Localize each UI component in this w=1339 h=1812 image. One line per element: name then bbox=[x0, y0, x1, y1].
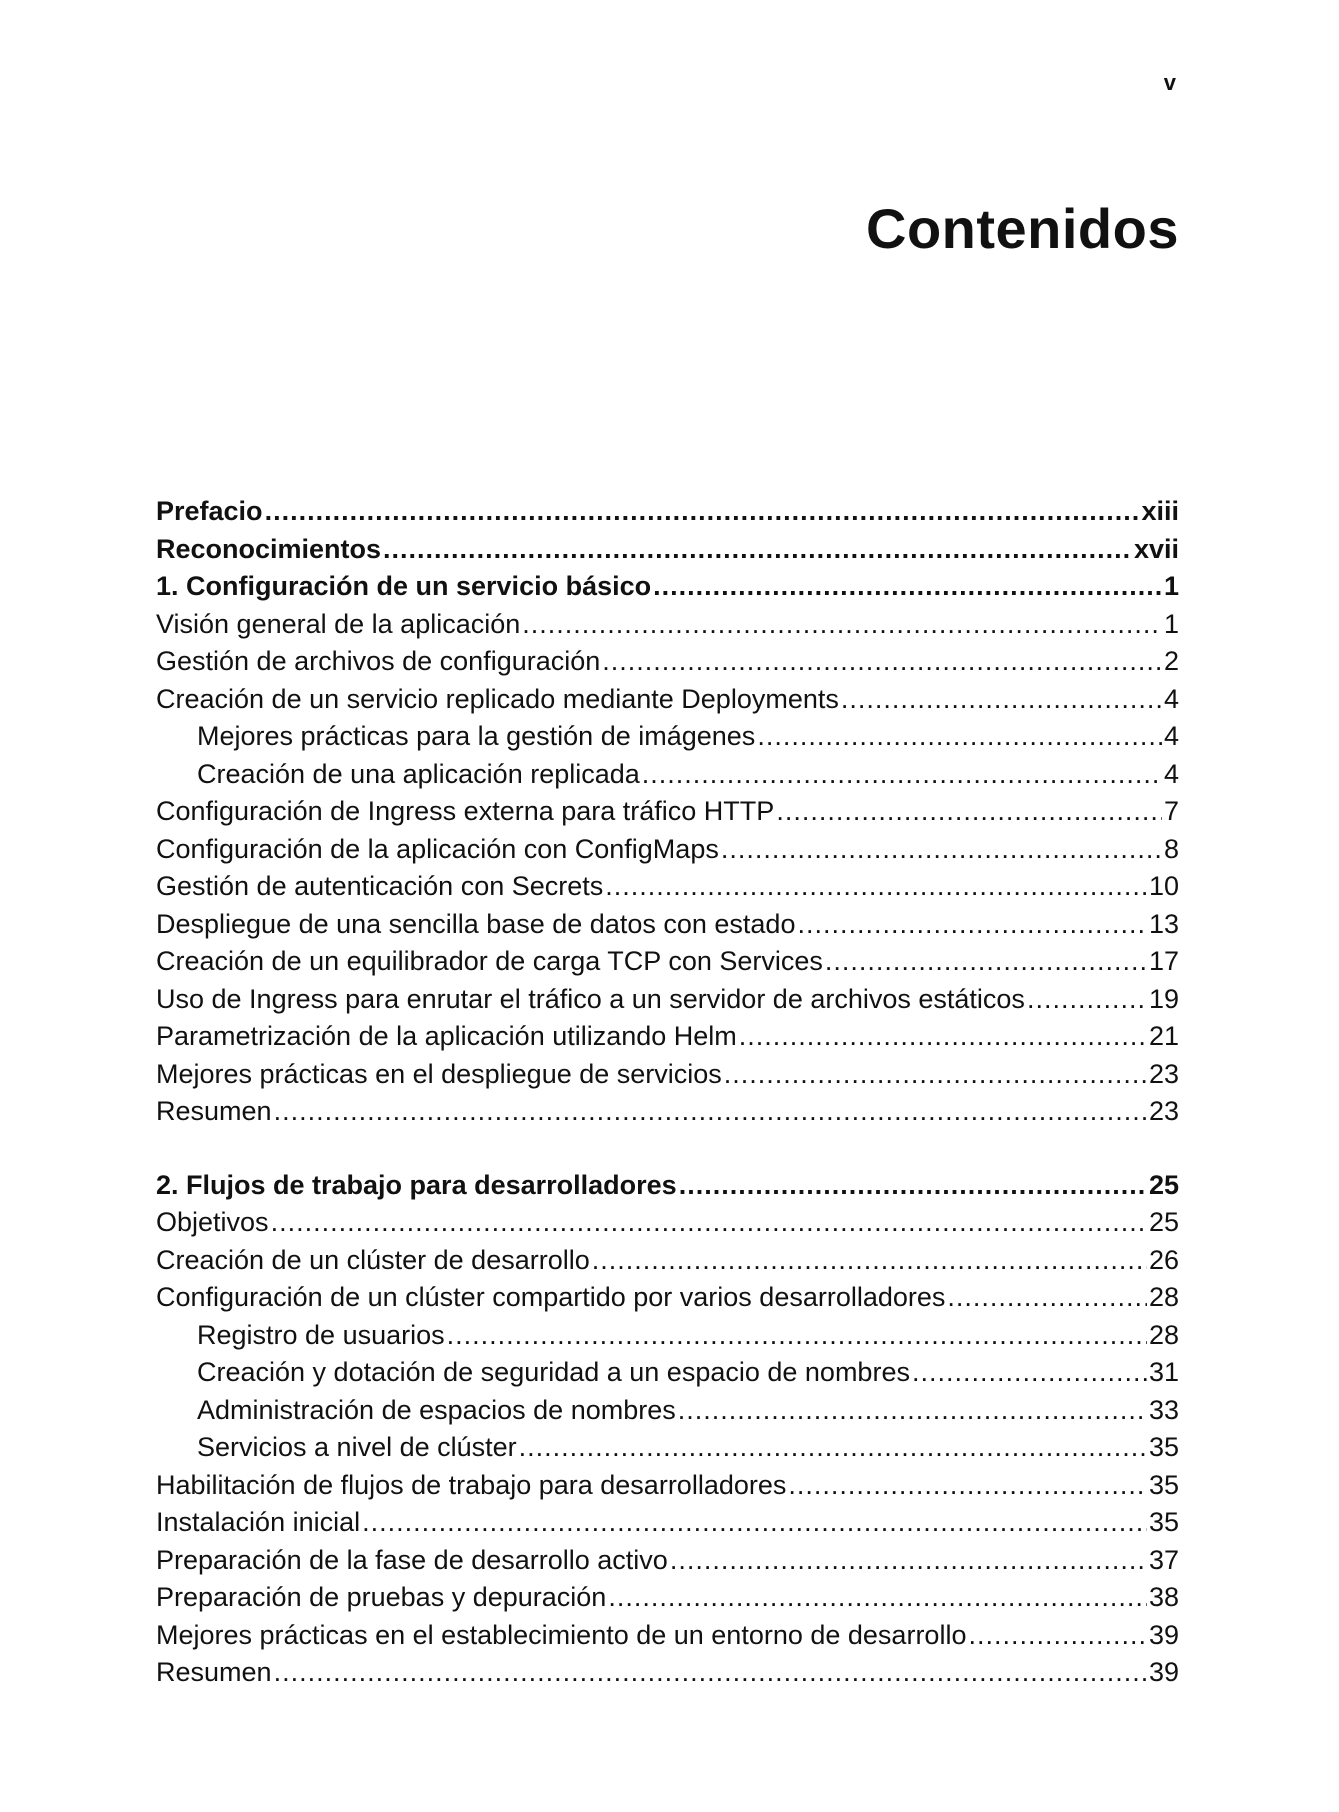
toc-page-number: 28 bbox=[1148, 1282, 1179, 1312]
toc-page-number: 23 bbox=[1148, 1096, 1179, 1126]
toc-dot-leader bbox=[679, 1167, 1147, 1205]
toc-page-number: 4 bbox=[1163, 683, 1179, 714]
toc-dot-leader bbox=[788, 1467, 1147, 1505]
toc-entry-title: Visión general de la aplicación bbox=[156, 608, 521, 639]
toc-dot-leader bbox=[670, 1542, 1147, 1580]
toc-entry-title: Resumen bbox=[156, 1096, 272, 1126]
toc-section bbox=[156, 1167, 1179, 1692]
toc-entry[interactable] bbox=[156, 868, 1179, 906]
toc-entry-title: Servicios a nivel de clúster bbox=[197, 1432, 517, 1462]
toc-entry-title: Instalación inicial bbox=[156, 1507, 361, 1537]
toc-entry-title: Objetivos bbox=[156, 1207, 269, 1237]
toc-entry[interactable] bbox=[156, 1504, 1179, 1542]
toc-entry-title: Parametrización de la aplicación utilizando Helm bbox=[156, 1021, 737, 1051]
toc-page-number: 19 bbox=[1148, 983, 1179, 1014]
toc-dot-leader bbox=[265, 493, 1140, 531]
toc-entry-title: 1. Configuración de un servicio básico bbox=[156, 571, 652, 601]
toc-dot-leader bbox=[605, 868, 1147, 906]
toc-dot-leader bbox=[825, 943, 1147, 981]
toc-dot-leader bbox=[797, 906, 1146, 944]
toc-page-number: 38 bbox=[1148, 1582, 1179, 1612]
toc-entry-title: Uso de Ingress para enrutar el tráfico a un servidor de archivos estáticos bbox=[156, 983, 1025, 1014]
toc-entry[interactable] bbox=[156, 1654, 1179, 1692]
toc-dot-leader bbox=[841, 681, 1162, 719]
toc-dot-leader bbox=[947, 1279, 1147, 1317]
toc-entry-title: Creación de un clúster de desarrollo bbox=[156, 1244, 590, 1275]
toc-dot-leader bbox=[608, 1579, 1147, 1617]
toc-dot-leader bbox=[592, 1242, 1147, 1280]
toc-dot-leader bbox=[653, 568, 1162, 606]
toc-dot-leader bbox=[522, 606, 1162, 644]
toc-page-number: 8 bbox=[1163, 833, 1179, 864]
toc-entry-title: Configuración de un clúster compartido por varios desarrolladores bbox=[156, 1282, 946, 1312]
toc-page-number: 25 bbox=[1148, 1169, 1179, 1200]
toc-subentry[interactable] bbox=[156, 1317, 1179, 1355]
toc-page-number: xiii bbox=[1141, 496, 1179, 526]
toc-chapter-entry[interactable] bbox=[156, 568, 1179, 606]
toc-entry-title: Mejores prácticas en el despliegue de servicios bbox=[156, 1058, 722, 1089]
toc-entry[interactable] bbox=[156, 943, 1179, 981]
toc-dot-leader bbox=[383, 531, 1132, 569]
toc-page-number: 2 bbox=[1163, 646, 1179, 676]
toc-entry-title: Registro de usuarios bbox=[197, 1319, 445, 1350]
page-number: v bbox=[1163, 70, 1176, 95]
toc-entry-title: Creación de un servicio replicado mediante Deployments bbox=[156, 683, 839, 714]
toc-page-number: 7 bbox=[1163, 796, 1179, 826]
toc-chapter-entry[interactable] bbox=[156, 493, 1179, 531]
toc-page-number: 10 bbox=[1148, 871, 1179, 901]
toc-dot-leader bbox=[642, 756, 1162, 794]
toc-page-number: 21 bbox=[1148, 1021, 1179, 1051]
toc-entry[interactable] bbox=[156, 643, 1179, 681]
toc-page-number: 39 bbox=[1148, 1619, 1179, 1650]
toc-entry[interactable] bbox=[156, 793, 1179, 831]
toc-dot-leader bbox=[968, 1617, 1146, 1655]
toc-entry[interactable] bbox=[156, 1279, 1179, 1317]
toc-page-number: 26 bbox=[1148, 1244, 1179, 1275]
toc-entry[interactable] bbox=[156, 1204, 1179, 1242]
toc-page-number: 1 bbox=[1163, 571, 1179, 601]
toc-entry[interactable] bbox=[156, 606, 1179, 644]
toc-entry[interactable] bbox=[156, 1542, 1179, 1580]
toc-page-number: 39 bbox=[1148, 1657, 1179, 1687]
toc-page-number: 13 bbox=[1148, 908, 1179, 939]
toc-page-number: xvii bbox=[1133, 533, 1179, 564]
toc-dot-leader bbox=[912, 1354, 1147, 1392]
toc-page-number: 28 bbox=[1148, 1319, 1179, 1350]
toc-chapter-entry[interactable] bbox=[156, 1167, 1179, 1205]
toc-dot-leader bbox=[739, 1018, 1147, 1056]
toc-entry[interactable] bbox=[156, 1056, 1179, 1094]
toc-entry[interactable] bbox=[156, 1242, 1179, 1280]
toc-entry[interactable] bbox=[156, 1018, 1179, 1056]
toc-entry-title: Prefacio bbox=[156, 496, 263, 526]
toc-entry-title: Administración de espacios de nombres bbox=[197, 1394, 676, 1425]
toc-entry-title: Creación de un equilibrador de carga TCP con Services bbox=[156, 946, 823, 976]
toc-page-number: 35 bbox=[1148, 1469, 1179, 1500]
toc-section bbox=[156, 493, 1179, 1131]
toc-page-number: 25 bbox=[1148, 1207, 1179, 1237]
toc-page-number: 23 bbox=[1148, 1058, 1179, 1089]
toc-dot-leader bbox=[678, 1392, 1147, 1430]
toc-subentry[interactable] bbox=[156, 756, 1179, 794]
toc-page-number: 33 bbox=[1148, 1394, 1179, 1425]
toc-dot-leader bbox=[519, 1429, 1147, 1467]
toc-dot-leader bbox=[271, 1204, 1147, 1242]
toc-page-number: 35 bbox=[1148, 1432, 1179, 1462]
toc-page-number: 17 bbox=[1148, 946, 1179, 976]
toc-entry-title: Creación y dotación de seguridad a un espacio de nombres bbox=[197, 1357, 910, 1387]
toc-entry-title: Mejores prácticas para la gestión de imágenes bbox=[197, 721, 756, 751]
toc-subentry[interactable] bbox=[156, 1354, 1179, 1392]
toc-entry-title: Resumen bbox=[156, 1657, 272, 1687]
toc-page-number: 4 bbox=[1163, 721, 1179, 751]
toc-dot-leader bbox=[1027, 981, 1147, 1019]
toc-dot-leader bbox=[447, 1317, 1147, 1355]
toc-entry-title: Configuración de Ingress externa para tráfico HTTP bbox=[156, 796, 775, 826]
toc-entry[interactable] bbox=[156, 906, 1179, 944]
toc-entry[interactable] bbox=[156, 681, 1179, 719]
toc-entry-title: Creación de una aplicación replicada bbox=[197, 758, 640, 789]
toc-page-number: 37 bbox=[1148, 1544, 1179, 1575]
page-title: Contenidos bbox=[866, 197, 1179, 260]
toc-entry[interactable] bbox=[156, 1093, 1179, 1131]
toc-entry-title: Preparación de pruebas y depuración bbox=[156, 1582, 607, 1612]
toc-page-number: 4 bbox=[1163, 758, 1179, 789]
toc-entry[interactable] bbox=[156, 1617, 1179, 1655]
toc-page-number: 35 bbox=[1148, 1507, 1179, 1537]
toc-entry-title: 2. Flujos de trabajo para desarrolladores bbox=[156, 1169, 677, 1200]
toc-dot-leader bbox=[724, 1056, 1147, 1094]
toc-page-number: 1 bbox=[1163, 608, 1179, 639]
toc-subentry[interactable] bbox=[156, 1429, 1179, 1467]
toc-entry[interactable] bbox=[156, 1579, 1179, 1617]
toc-entry[interactable] bbox=[156, 981, 1179, 1019]
toc-dot-leader bbox=[757, 718, 1162, 756]
toc-entry-title: Gestión de archivos de configuración bbox=[156, 646, 601, 676]
toc-entry[interactable] bbox=[156, 831, 1179, 869]
toc-entry[interactable] bbox=[156, 1467, 1179, 1505]
toc-entry-title: Preparación de la fase de desarrollo activo bbox=[156, 1544, 668, 1575]
toc-entry-title: Configuración de la aplicación con ConfigMaps bbox=[156, 833, 719, 864]
toc-entry-title: Habilitación de flujos de trabajo para desarrolladores bbox=[156, 1469, 787, 1500]
toc-dot-leader bbox=[274, 1093, 1147, 1131]
toc-dot-leader bbox=[602, 643, 1162, 681]
toc-entry-title: Reconocimientos bbox=[156, 533, 382, 564]
toc-subentry[interactable] bbox=[156, 718, 1179, 756]
toc-entry-title: Gestión de autenticación con Secrets bbox=[156, 871, 604, 901]
table-of-contents bbox=[156, 493, 1179, 1692]
toc-dot-leader bbox=[362, 1504, 1147, 1542]
toc-chapter-entry[interactable] bbox=[156, 531, 1179, 569]
toc-dot-leader bbox=[721, 831, 1162, 869]
toc-page-number: 31 bbox=[1148, 1357, 1179, 1387]
toc-dot-leader bbox=[776, 793, 1162, 831]
toc-entry-title: Despliegue de una sencilla base de datos con estado bbox=[156, 908, 796, 939]
toc-entry-title: Mejores prácticas en el establecimiento de un entorno de desarrollo bbox=[156, 1619, 967, 1650]
toc-subentry[interactable] bbox=[156, 1392, 1179, 1430]
toc-dot-leader bbox=[274, 1654, 1147, 1692]
